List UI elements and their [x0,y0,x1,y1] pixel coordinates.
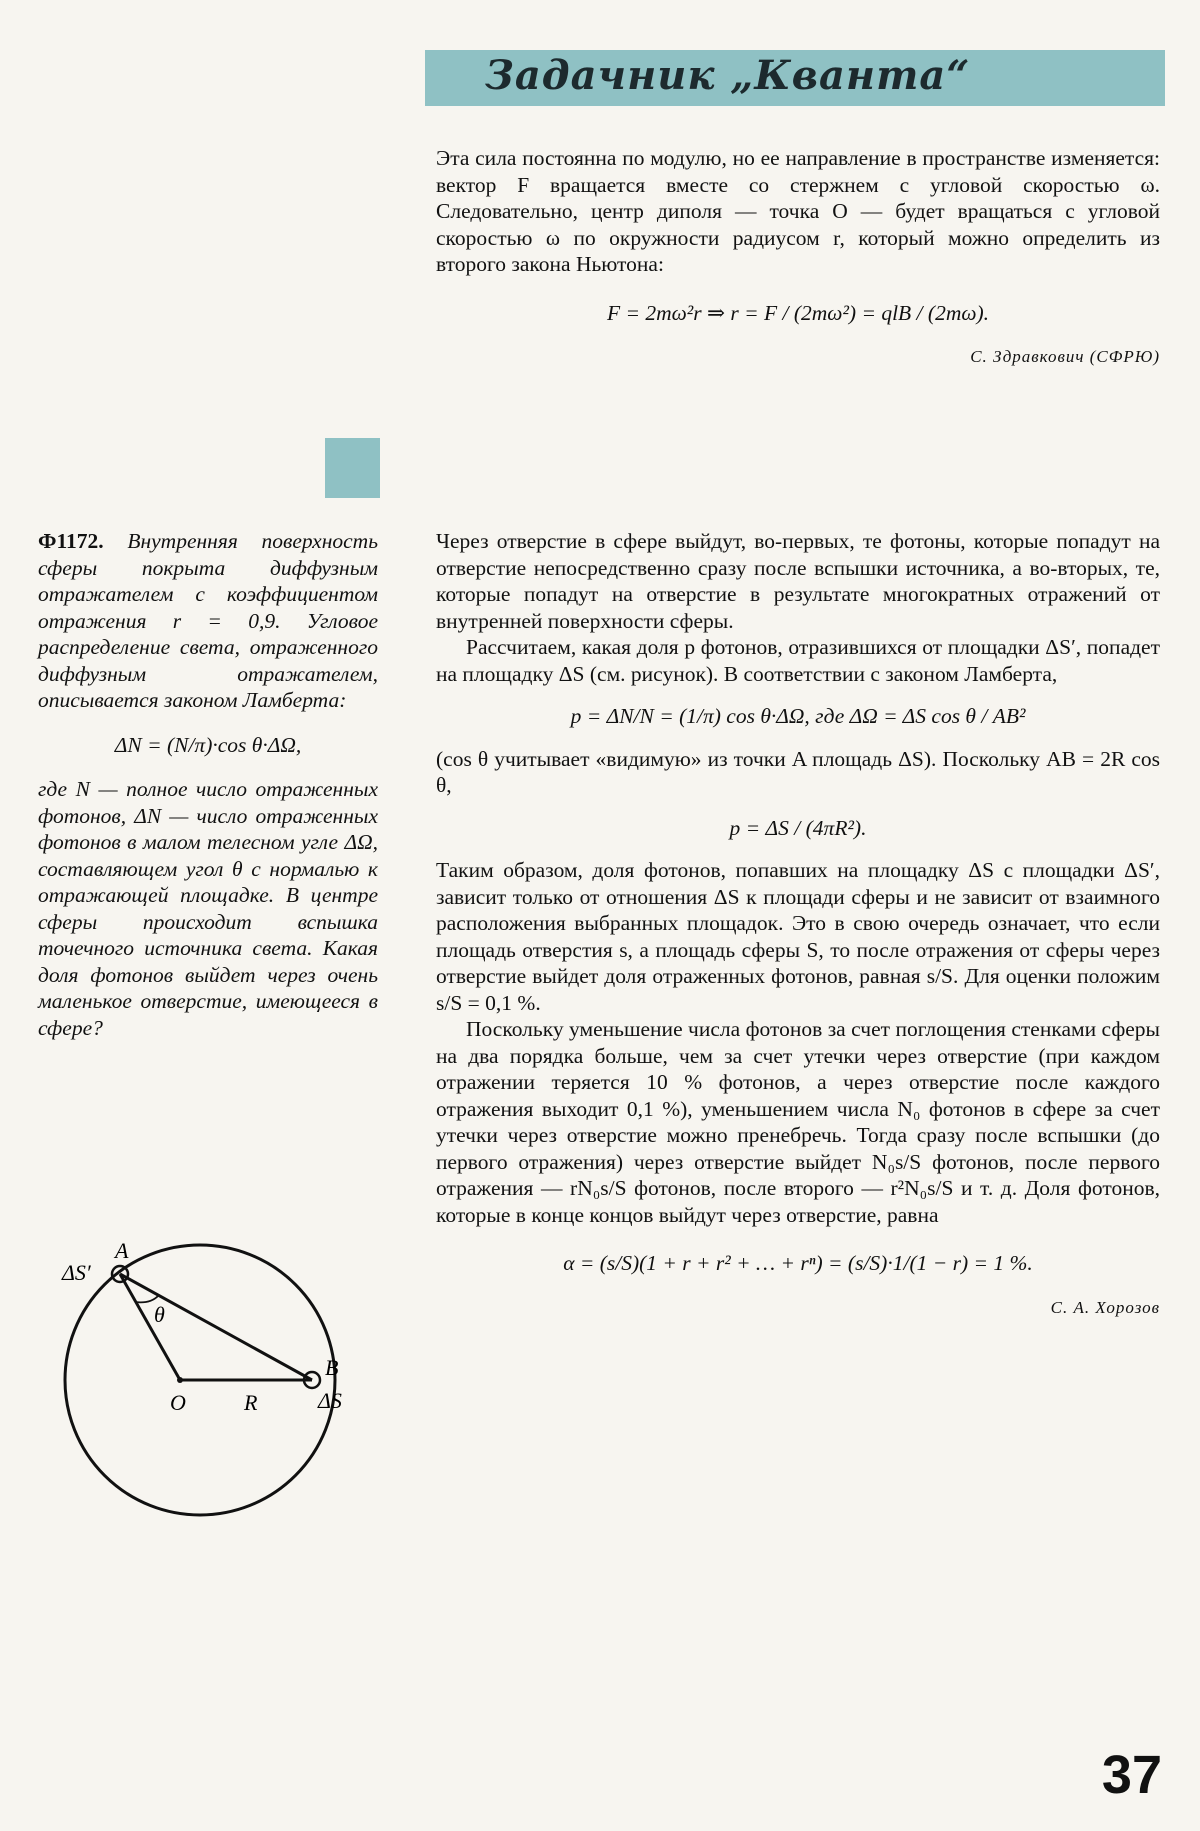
label-O: O [170,1390,186,1415]
header-title: Задачник „Кванта“ [485,52,971,99]
problem-formula: ΔN = (N/π)·cos θ·ΔΩ, [114,732,302,757]
top-section [436,145,1160,371]
solution-formula1: p = ΔN/N = (1/π) cos θ·ΔΩ, где ΔΩ = ΔS cos θ / AB² [570,704,1026,728]
label-theta: θ [154,1302,165,1327]
point-O-marker [177,1377,183,1383]
top-signature: С. Здравкович (СФРЮ) [970,347,1160,366]
top-formula: F = 2mω²r ⇒ r = F / (2mω²) = qlB / (2mω). [606,300,990,325]
label-dS: ΔS [318,1388,342,1413]
problem-statement [38,528,378,1041]
sphere-figure [40,1240,380,1540]
decorative-square [325,438,380,498]
label-B: B [325,1355,339,1380]
solution-signature: С. А. Хорозов [1050,1297,1160,1317]
problem-text-2: где N — полное число отраженных фотонов, ΔN — число отраженных фотонов в малом телесном угле ΔΩ, составляющем угол θ с нормалью к отражающей площадке. В центре сферы происходит вспышка точечного источника света. Какая доля фотонов выйдет через очень маленькое отверстие, имеющееся в сфере? [38,777,378,1040]
problem-label: Ф1172. [38,529,104,553]
top-paragraph: Эта сила постоянна по модулю, но ее направление в пространстве изменяется: вектор F вращается вместе со стержнем с угловой скоростью ω. Следовательно, центр диполя — точка O — будет вращаться с угловой скоростью ω по окружности радиусом r, который можно определить из второго закона Ньютона: [436,146,1160,276]
problem-text: Внутренняя поверхность сферы покрыта диффузным отражателем с коэффициентом отражения r = 0,9. Угловое распределение света, отраженного диффузным отражателем, описывается законом Ламберта: [38,529,378,712]
label-dS-prime: ΔS′ [62,1260,91,1285]
solution-p4: Таким образом, доля фотонов, попавших на площадку ΔS с площадки ΔS′, зависит только от отношения ΔS к площади сферы и не зависит от взаимного расположения выбранных площадок. Это в свою очередь означает, что если площадь отверстия s, а площадь сферы S, то после отражения от сферы через отверстие выйдет доля отраженных фотонов, равная s/S. Для оценки положим s/S = 0,1 %. [436,858,1160,1015]
solution-p3: (cos θ учитывает «видимую» из точки A площадь ΔS). Поскольку AB = 2R cos θ, [436,746,1160,797]
label-R: R [244,1390,258,1415]
solution [436,528,1160,1321]
solution-p2: Рассчитаем, какая доля p фотонов, отразившихся от площадки ΔS′, попадет на площадку ΔS (см. рисунок). В соответствии с законом Ламберта, [436,635,1160,686]
header-banner [425,50,1165,106]
solution-formula2: p = ΔS / (4πR²). [729,815,867,840]
solution-p1: Через отверстие в сфере выйдут, во-первых, те фотоны, которые попадут на отверстие непосредственно сразу после вспышки источника, а во-вторых, те, которые попадут на отверстие в результате многократных отражений от внутренней поверхности сферы. [436,529,1160,633]
solution-formula3: α = (s/S)(1 + r + r² + … + rⁿ) = (s/S)·1/(1 − r) = 1 %. [563,1251,1033,1275]
label-A: A [115,1240,129,1263]
page-number: 37 [1101,1745,1162,1805]
solution-p5: Поскольку уменьшение числа фотонов за счет поглощения стенками сферы на два порядка больше, чем за счет утечки через отверстие (при каждом отражении теряется 10 % фотонов, а через отверстие после каждого отражения выходит 0,1 %), уменьшением числа N₀ фотонов в сфере за счет утечки через отверстие можно пренебречь. Тогда сразу после вспышки (до первого отражения) через отверстие выйдет N₀s/S фотонов, после первого отражения — rN₀s/S фотонов, после второго — r²N₀s/S и т. д. Доля фотонов, которые в конце концов выйдут через отверстие, равна [436,1017,1160,1227]
